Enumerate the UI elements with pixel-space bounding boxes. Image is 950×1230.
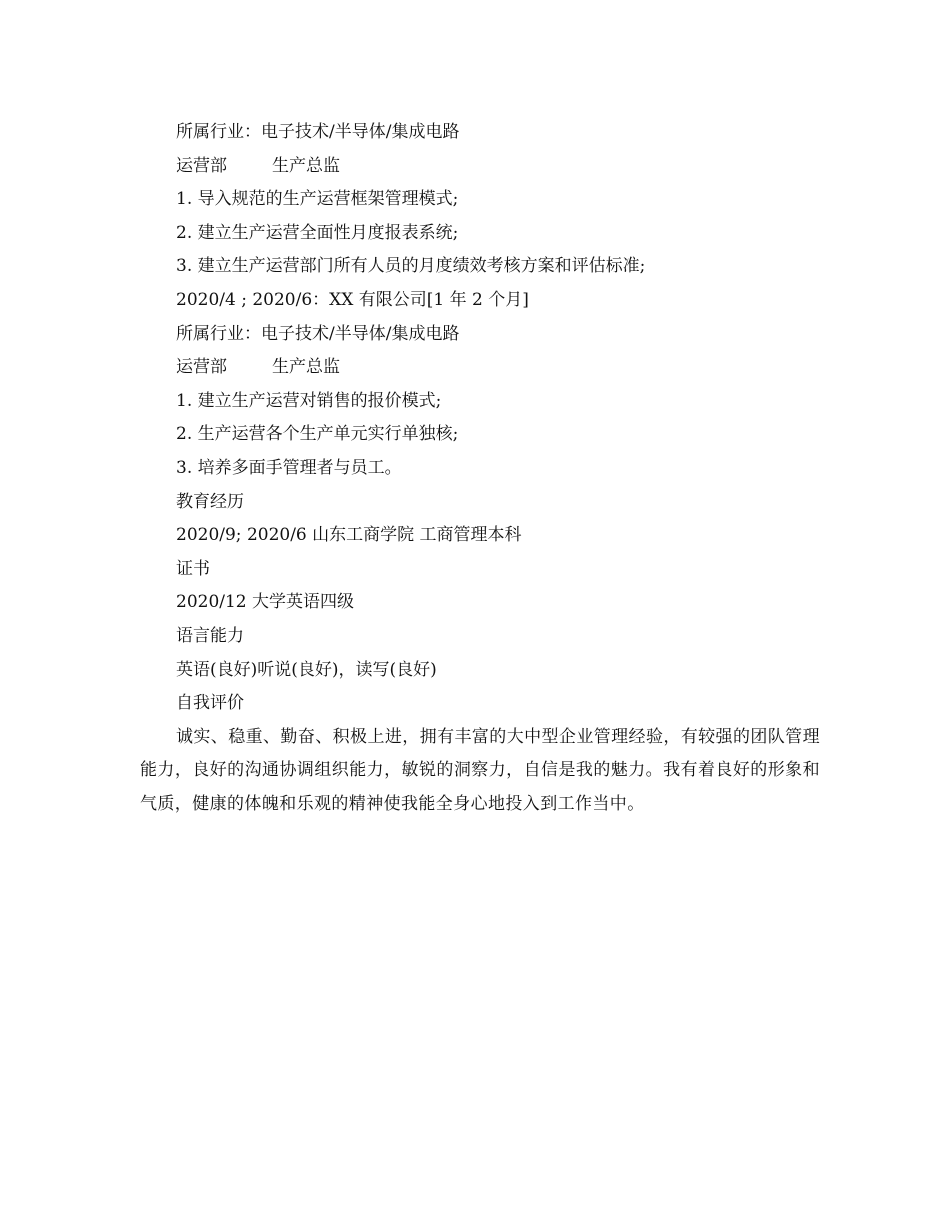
department-1: 运营部 xyxy=(176,155,227,176)
department-2: 运营部 xyxy=(176,357,227,378)
certificates-heading: 证书 xyxy=(176,558,210,579)
duty-item: 3. 建立生产运营部门所有人员的月度绩效考核方案和评估标准; xyxy=(176,256,646,277)
education-heading: 教育经历 xyxy=(176,491,244,512)
self-evaluation-text: 诚实、稳重、勤奋、积极上进，拥有丰富的大中型企业管理经验，有较强的团队管理能力，良好的沟通协调组织能力，敏锐的洞察力，自信是我的魅力。我有着良好的形象和气质，健康的体魄和乐观的精神使我能全身心地投入到工作当中。 xyxy=(140,726,820,814)
position-1: 生产总监 xyxy=(272,155,340,176)
education-entry: 2020/9; 2020/6 山东工商学院 工商管理本科 xyxy=(176,525,522,546)
languages-heading: 语言能力 xyxy=(176,625,244,646)
duty-item: 1. 导入规范的生产运营框架管理模式; xyxy=(176,189,459,210)
duty-item: 3. 培养多面手管理者与员工。 xyxy=(176,457,402,478)
duty-item: 2. 生产运营各个生产单元实行单独核; xyxy=(176,424,459,445)
certificate-entry: 2020/12 大学英语四级 xyxy=(176,592,355,613)
industry-line-1: 所属行业：电子技术/半导体/集成电路 xyxy=(176,122,460,142)
resume-content xyxy=(140,116,820,821)
position-2: 生产总监 xyxy=(272,357,340,378)
duty-item: 2. 建立生产运营全面性月度报表系统; xyxy=(176,222,459,243)
department-position-line-1 xyxy=(140,150,820,184)
self-evaluation-heading: 自我评价 xyxy=(176,693,244,714)
department-position-line-2 xyxy=(140,351,820,385)
language-entry: 英语(良好)听说(良好)，读写(良好) xyxy=(176,659,437,680)
industry-line-2: 所属行业：电子技术/半导体/集成电路 xyxy=(176,323,460,344)
period-company-line-2: 2020/4 ; 2020/6：XX 有限公司[1 年 2 个月] xyxy=(176,289,529,310)
duty-item: 1. 建立生产运营对销售的报价模式; xyxy=(176,390,442,411)
